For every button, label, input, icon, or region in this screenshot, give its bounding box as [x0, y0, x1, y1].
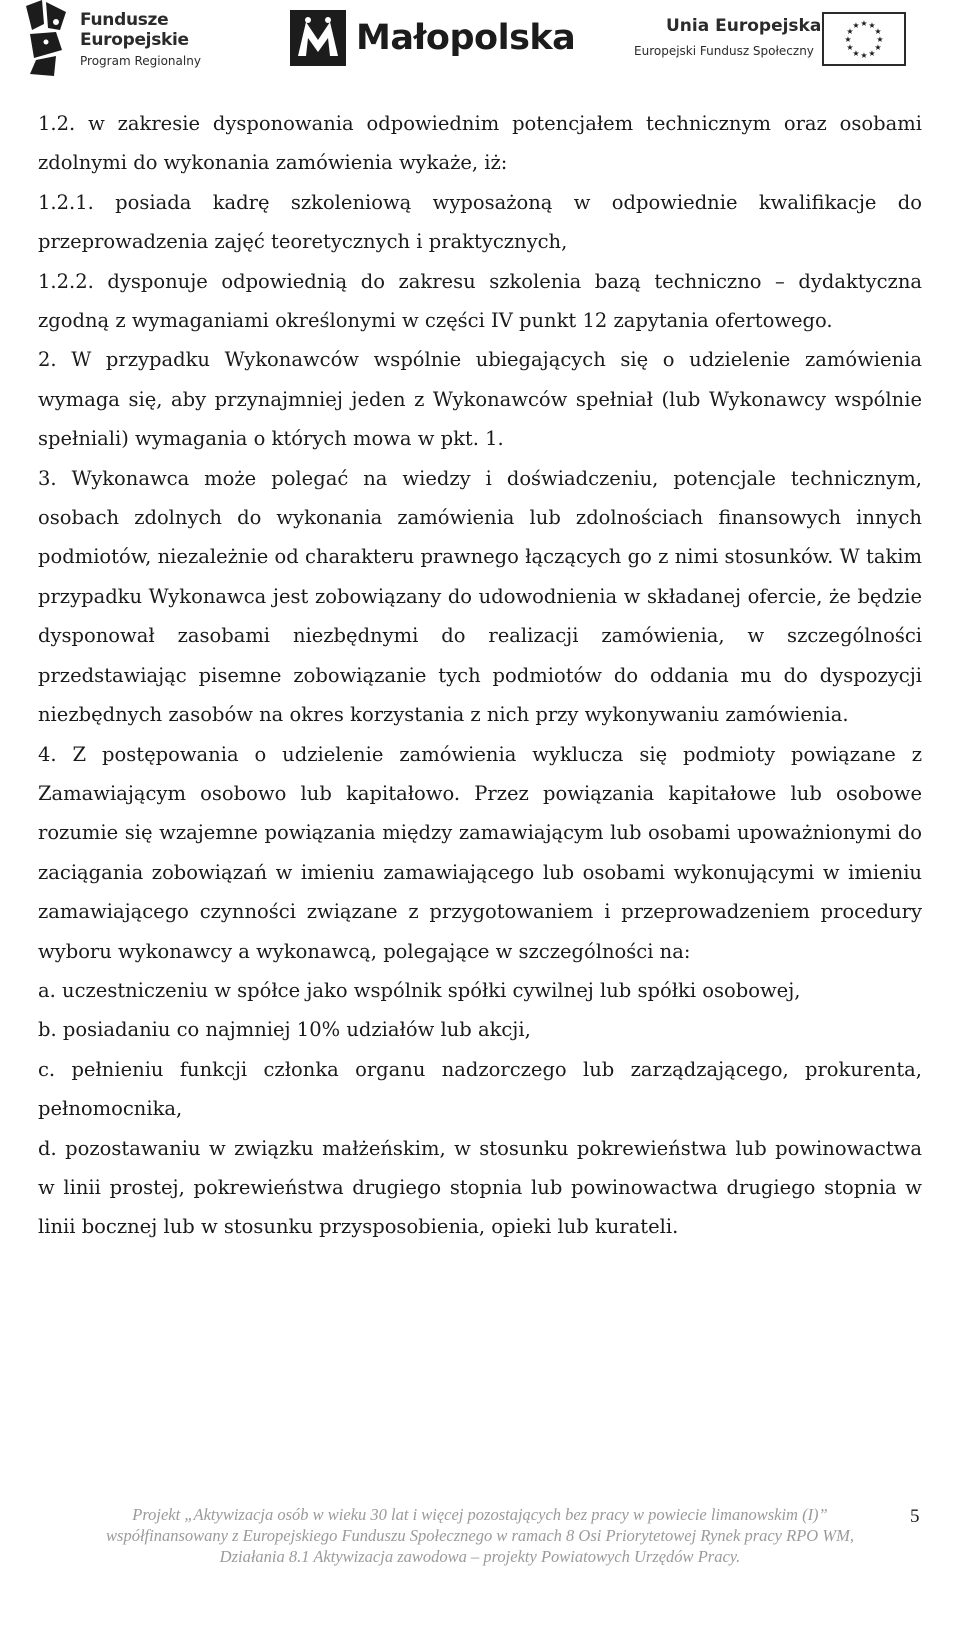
svg-text:★: ★	[852, 49, 860, 58]
malopolska-logo	[290, 10, 576, 70]
fe-sub: Program Regionalny	[80, 54, 201, 68]
eu-flag-icon	[822, 12, 906, 66]
footer-line-3: Działania 8.1 Aktywizacja zawodowa – projekty Powiatowych Urzędów Pracy.	[219, 1547, 741, 1566]
fe-line1: Fundusze	[80, 10, 169, 30]
eu-subtitle: Europejski Fundusz Społeczny	[634, 44, 814, 58]
paragraph-1-2: 1.2. w zakresie dysponowania odpowiednim potencjałem technicznym oraz osobami zdolnymi do wykonania zamówienia wykaże, iż:	[38, 112, 922, 175]
eu-title: Unia Europejska	[666, 16, 822, 36]
list-item-a: a. uczestniczeniu w spółce jako wspólnik spółki cywilnej lub spółki osobowej,	[38, 978, 801, 1002]
fundusze-europejskie-icon	[26, 0, 76, 76]
svg-text:★: ★	[860, 19, 868, 28]
malopolska-icon	[290, 10, 346, 66]
svg-text:★: ★	[846, 43, 854, 52]
svg-text:★: ★	[874, 43, 882, 52]
list-item-d: d. pozostawaniu w związku małżeńskim, w stosunku pokrewieństwa lub powinowactwa w linii prostej, pokrewieństwa drugiego stopnia lub powinowactwa drugiego stopnia w linii bocznej lub w stosunku przysposobienia, opieki lub kurateli.	[38, 1136, 922, 1239]
svg-text:★: ★	[868, 49, 876, 58]
svg-text:★: ★	[860, 51, 868, 60]
page-number: 5	[910, 1506, 920, 1527]
paragraph-1-2-1: 1.2.1. posiada kadrę szkoleniową wyposażoną w odpowiednie kwalifikacje do przeprowadzenia zajęć teoretycznych i praktycznych,	[38, 190, 922, 254]
document-body	[38, 104, 922, 1247]
svg-text:★: ★	[868, 21, 876, 30]
fundusze-europejskie-logo	[26, 0, 216, 76]
footer-line-2: współfinansowany z Europejskiego Funduszu Społecznego w ramach 8 Osi Priorytetowej Rynek pracy RPO WM,	[106, 1526, 854, 1545]
list-item-b: b. posiadaniu co najmniej 10% udziałów lub akcji,	[38, 1018, 531, 1042]
list-item-c: c. pełnieniu funkcji członka organu nadzorczego lub zarządzającego, prokurenta, pełnomocnika,	[38, 1057, 922, 1121]
svg-text:★: ★	[874, 27, 882, 36]
footer-line-1: Projekt „Aktywizacja osób w wieku 30 lat i więcej pozostających bez pracy w powiecie limanowskim (I)”	[132, 1505, 828, 1524]
page-footer	[40, 1504, 920, 1567]
svg-text:★: ★	[876, 35, 884, 44]
svg-text:★: ★	[846, 27, 854, 36]
svg-text:★: ★	[852, 21, 860, 30]
paragraph-3: 3. Wykonawca może polegać na wiedzy i doświadczeniu, potencjale technicznym, osobach zdolnych do wykonania zamówienia lub zdolnościach finansowych innych podmiotów, niezależnie od charakteru prawnego łączących go z nimi stosunków. W takim przypadku Wykonawca jest zobowiązany do udowodnienia w składanej ofercie, że będzie dysponował zasobami niezbędnymi do realizacji zamówienia, w szczególności przedstawiając pisemne zobowiązanie tych podmiotów do oddania mu do dyspozycji niezbędnych zasobów na okres korzystania z nich przy wykonywaniu zamówienia.	[38, 466, 922, 727]
paragraph-4: 4. Z postępowania o udzielenie zamówienia wyklucza się podmioty powiązane z Zamawiającym osobowo lub kapitałowo. Przez powiązania kapitałowe lub osobowe rozumie się wzajemne powiązania między zamawiającym lub osobami upoważnionymi do zaciągania zobowiązań w imieniu zamawiającego lub osobami wykonującymi w imieniu zamawiającego czynności związane z przygotowaniem i przeprowadzeniem procedury wyboru wykonawcy a wykonawcą, polegające w szczególności na:	[38, 742, 922, 963]
page-header	[0, 0, 960, 90]
svg-text:★: ★	[844, 35, 852, 44]
paragraph-1-2-2: 1.2.2. dysponuje odpowiednią do zakresu szkolenia bazą techniczno – dydaktyczna zgodną z wymaganiami określonymi w części IV punkt 12 zapytania ofertowego.	[38, 269, 922, 333]
malopolska-text: Małopolska	[356, 18, 576, 58]
paragraph-2: 2. W przypadku Wykonawców wspólnie ubiegających się o udzielenie zamówienia wymaga się, aby przynajmniej jeden z Wykonawców spełniał (lub Wykonawcy wspólnie spełniali) wymagania o których mowa w pkt. 1.	[38, 348, 922, 451]
fe-line2: Europejskie	[80, 30, 189, 50]
eu-logo	[634, 16, 914, 72]
